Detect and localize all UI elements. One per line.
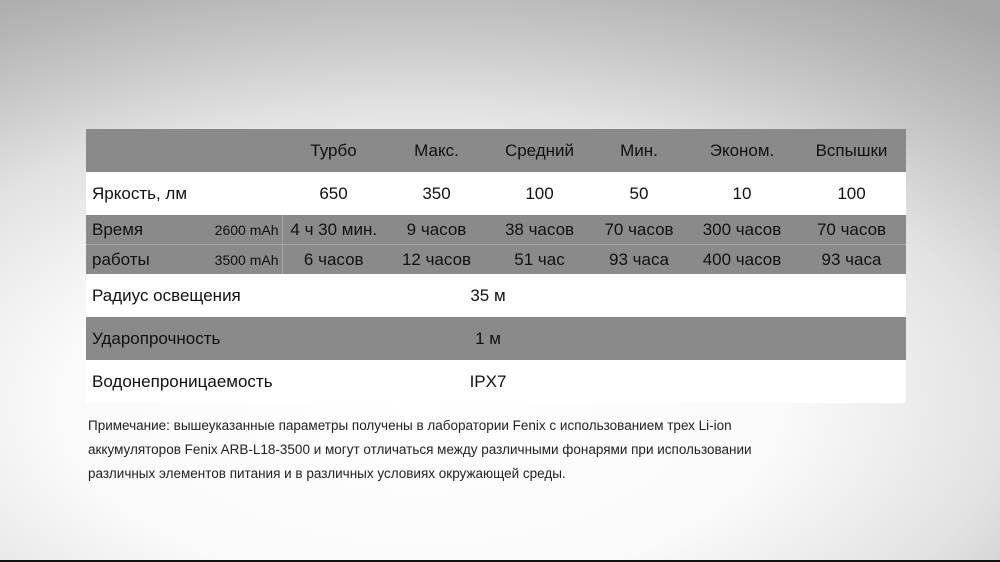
battery-capacity-3500: 3500 mAh xyxy=(199,245,282,275)
runtime-3500-medium: 51 час xyxy=(488,245,591,275)
brightness-medium: 100 xyxy=(488,172,591,215)
brightness-row xyxy=(86,172,906,215)
header-strobe: Вспышки xyxy=(797,129,906,172)
header-max: Макс. xyxy=(385,129,488,172)
distance-label: Радиус освещения xyxy=(86,274,385,317)
header-eco: Эконом. xyxy=(687,129,797,172)
footnote-text: Примечание: вышеуказанные параметры получены в лаборатории Fenix с использованием трех Li-ion аккумуляторов Fenix ARB-L18-3500 и могут отличаться между различными фонарями при использовании различных элементов питания и в различных условиях окружающей среды. xyxy=(88,418,752,481)
waterproof-row xyxy=(86,360,906,403)
runtime-2600-medium: 38 часов xyxy=(488,215,591,245)
brightness-min: 50 xyxy=(591,172,687,215)
waterproof-value: IPX7 xyxy=(385,360,591,403)
distance-empty-cell xyxy=(591,274,906,317)
runtime-3500-min: 93 часа xyxy=(591,245,687,275)
runtime-2600-min: 70 часов xyxy=(591,215,687,245)
runtime-2600-strobe: 70 часов xyxy=(797,215,906,245)
runtime-row-2600 xyxy=(86,215,906,245)
runtime-label-line2: работы xyxy=(86,245,199,275)
impact-value: 1 м xyxy=(385,317,591,360)
runtime-3500-max: 12 часов xyxy=(385,245,488,275)
runtime-3500-turbo: 6 часов xyxy=(282,245,385,275)
impact-label: Ударопрочность xyxy=(86,317,385,360)
brightness-turbo: 650 xyxy=(282,172,385,215)
header-min: Мин. xyxy=(591,129,687,172)
header-row xyxy=(86,129,906,172)
brightness-max: 350 xyxy=(385,172,488,215)
impact-row xyxy=(86,317,906,360)
runtime-3500-strobe: 93 часа xyxy=(797,245,906,275)
waterproof-empty-cell xyxy=(591,360,906,403)
runtime-3500-eco: 400 часов xyxy=(687,245,797,275)
brightness-label: Яркость, лм xyxy=(86,172,282,215)
runtime-2600-max: 9 часов xyxy=(385,215,488,245)
runtime-2600-eco: 300 часов xyxy=(687,215,797,245)
runtime-2600-turbo: 4 ч 30 мин. xyxy=(282,215,385,245)
battery-capacity-2600: 2600 mAh xyxy=(199,215,282,245)
runtime-label-line1: Время xyxy=(86,215,199,245)
specifications-table xyxy=(86,129,906,403)
brightness-strobe: 100 xyxy=(797,172,906,215)
impact-empty-cell xyxy=(591,317,906,360)
brightness-eco: 10 xyxy=(687,172,797,215)
distance-value: 35 м xyxy=(385,274,591,317)
header-corner-cell xyxy=(86,129,282,172)
waterproof-label: Водонепроницаемость xyxy=(86,360,385,403)
distance-row xyxy=(86,274,906,317)
header-medium: Средний xyxy=(488,129,591,172)
header-turbo: Турбо xyxy=(282,129,385,172)
runtime-row-3500 xyxy=(86,245,906,275)
